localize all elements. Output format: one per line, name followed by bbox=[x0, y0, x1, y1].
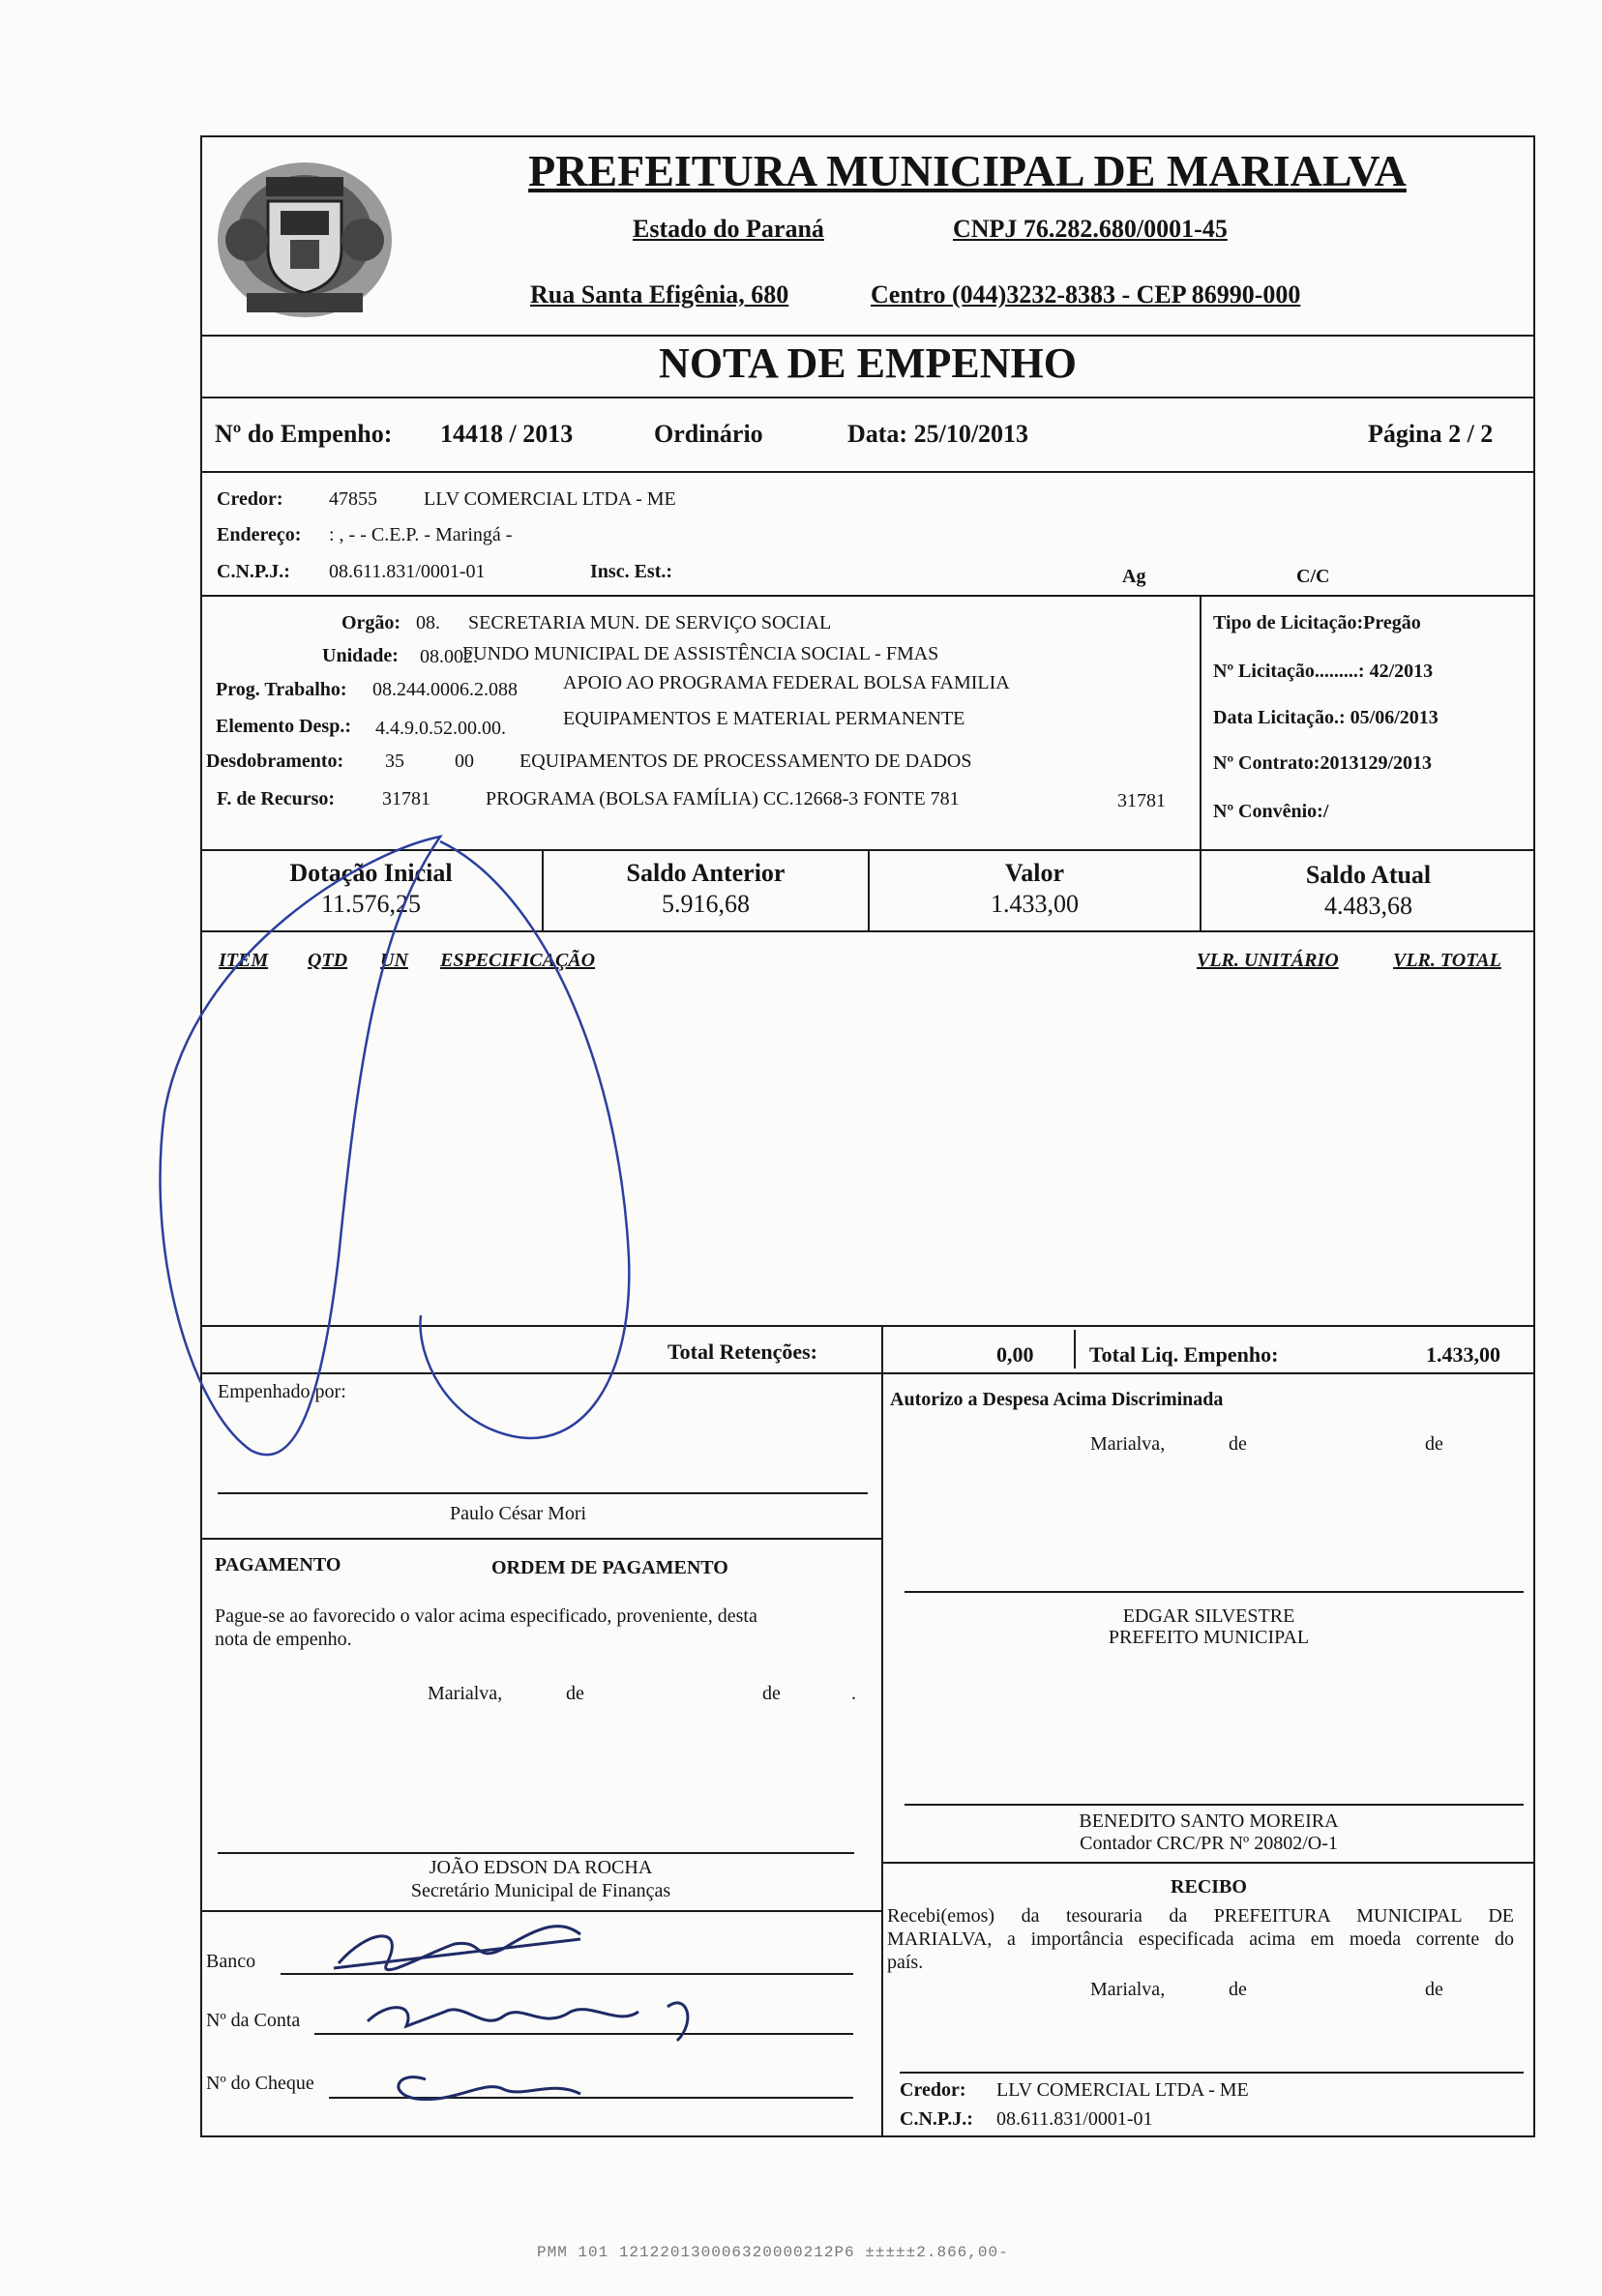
pagamento-text1: Pague-se ao favorecido o valor acima especificado, proveniente, desta bbox=[215, 1605, 757, 1627]
recibo-line2: MARIALVA, a importância especificada acima em moeda corrente do bbox=[887, 1928, 1514, 1950]
credor-address-label: Endereço: bbox=[217, 524, 302, 545]
secretario-name: JOÃO EDSON DA ROCHA bbox=[429, 1857, 653, 1878]
items-header-item: ITEM bbox=[219, 950, 269, 971]
items-header-especificacao: ESPECIFICAÇÃO bbox=[440, 950, 596, 971]
desd-code1: 35 bbox=[385, 751, 404, 772]
saldo-anterior-label: Saldo Anterior bbox=[626, 859, 786, 887]
recibo-credor-label: Credor: bbox=[900, 2079, 966, 2101]
prefeito-name: EDGAR SILVESTRE bbox=[1122, 1605, 1295, 1627]
prefeito-role: PREFEITO MUNICIPAL bbox=[1108, 1627, 1310, 1648]
autorizo-de1: de bbox=[1229, 1433, 1247, 1455]
prog-label: Prog. Trabalho: bbox=[216, 679, 347, 700]
prog-name: APOIO AO PROGRAMA FEDERAL BOLSA FAMILIA bbox=[563, 672, 1010, 693]
header-state: Estado do Paraná bbox=[633, 215, 824, 243]
items-header-vlr-total: VLR. TOTAL bbox=[1393, 950, 1501, 971]
desd-code2: 00 bbox=[455, 751, 474, 772]
unidade-name: FUNDO MUNICIPAL DE ASSISTÊNCIA SOCIAL - FMAS bbox=[462, 643, 939, 664]
total-retencoes-label: Total Retenções: bbox=[668, 1339, 817, 1364]
pagamento-text2: nota de empenho. bbox=[215, 1629, 352, 1650]
pagamento-label: PAGAMENTO bbox=[215, 1554, 341, 1575]
items-header-vlr-unitario: VLR. UNITÁRIO bbox=[1197, 950, 1339, 971]
orgao-label: Orgão: bbox=[341, 612, 401, 633]
recibo-de1: de bbox=[1229, 1979, 1247, 2000]
header-title: PREFEITURA MUNICIPAL DE MARIALVA bbox=[528, 146, 1407, 195]
rec-name: PROGRAMA (BOLSA FAMÍLIA) CC.12668-3 FONTE 781 bbox=[486, 788, 960, 809]
recibo-city: Marialva, bbox=[1090, 1979, 1166, 2000]
saldo-atual-label: Saldo Atual bbox=[1305, 861, 1432, 889]
licitacao-convenio: Nº Convênio:/ bbox=[1213, 801, 1329, 822]
saldo-atual-value: 4.483,68 bbox=[1324, 892, 1412, 920]
orgao-code: 08. bbox=[416, 612, 440, 633]
total-retencoes-value: 0,00 bbox=[996, 1342, 1034, 1367]
empenho-number: 14418 / 2013 bbox=[440, 420, 574, 448]
empenho-page: Página 2 / 2 bbox=[1368, 420, 1494, 448]
banco-label: Banco bbox=[206, 1951, 256, 1972]
empenho-number-label: Nº do Empenho: bbox=[215, 420, 393, 448]
total-liq-label: Total Liq. Empenho: bbox=[1089, 1342, 1279, 1367]
credor-name: LLV COMERCIAL LTDA - ME bbox=[424, 488, 676, 510]
recibo-line3: país. bbox=[887, 1952, 924, 1973]
recibo-line1: Recebi(emos) da tesouraria da PREFEITURA MUNICIPAL DE bbox=[887, 1905, 1514, 1927]
licitacao-tipo: Tipo de Licitação:Pregão bbox=[1213, 612, 1421, 633]
rec-label: F. de Recurso: bbox=[217, 788, 336, 809]
doc-title: NOTA DE EMPENHO bbox=[659, 339, 1077, 387]
header-cnpj: CNPJ 76.282.680/0001-45 bbox=[953, 215, 1228, 243]
recibo-title: RECIBO bbox=[1171, 1876, 1247, 1898]
pagamento-city: Marialva, bbox=[428, 1683, 503, 1704]
prog-code: 08.244.0006.2.088 bbox=[372, 679, 518, 700]
contador-name: BENEDITO SANTO MOREIRA bbox=[1079, 1810, 1339, 1832]
items-header-qtd: QTD bbox=[308, 950, 348, 971]
header-address: Rua Santa Efigênia, 680 bbox=[530, 280, 789, 309]
pagamento-de2: de bbox=[762, 1683, 781, 1704]
valor-label: Valor bbox=[1004, 859, 1065, 887]
licitacao-numero: Nº Licitação.........: 42/2013 bbox=[1213, 661, 1434, 682]
credor-cnpj: 08.611.831/0001-01 bbox=[329, 561, 486, 582]
pagamento-de1: de bbox=[566, 1683, 584, 1704]
pagamento-dot: . bbox=[851, 1683, 856, 1704]
autorizo-city: Marialva, bbox=[1090, 1433, 1166, 1455]
empenhado-label: Empenhado por: bbox=[218, 1381, 346, 1402]
empenho-date: Data: 25/10/2013 bbox=[847, 420, 1029, 448]
elem-name: EQUIPAMENTOS E MATERIAL PERMANENTE bbox=[563, 708, 965, 729]
autorizo-label: Autorizo a Despesa Acima Discriminada bbox=[890, 1389, 1224, 1410]
saldo-dotacao-value: 11.576,25 bbox=[320, 890, 422, 918]
valor-value: 1.433,00 bbox=[991, 890, 1079, 918]
empenhado-signer: Paulo César Mori bbox=[450, 1503, 587, 1524]
secretario-role: Secretário Municipal de Finanças bbox=[410, 1880, 671, 1901]
licitacao-contrato: Nº Contrato:2013129/2013 bbox=[1213, 752, 1433, 774]
ordem-pagamento-label: ORDEM DE PAGAMENTO bbox=[491, 1557, 728, 1578]
desd-label: Desdobramento: bbox=[206, 751, 344, 772]
rec-code: 31781 bbox=[382, 788, 430, 809]
unidade-label: Unidade: bbox=[322, 645, 399, 666]
saldo-anterior-value: 5.916,68 bbox=[662, 890, 750, 918]
licitacao-data: Data Licitação.: 05/06/2013 bbox=[1213, 707, 1439, 728]
credor-cnpj-label: C.N.P.J.: bbox=[217, 561, 290, 582]
conta-label: Nº da Conta bbox=[206, 2010, 301, 2031]
items-header-un: UN bbox=[380, 950, 408, 971]
orgao-name: SECRETARIA MUN. DE SERVIÇO SOCIAL bbox=[468, 612, 832, 633]
total-liq-value: 1.433,00 bbox=[1426, 1342, 1500, 1367]
saldo-dotacao-label: Dotação Inicial bbox=[289, 859, 453, 887]
unidade-code: 08.002. bbox=[420, 646, 478, 667]
elem-code: 4.4.9.0.52.00.00. bbox=[375, 718, 506, 739]
elem-label: Elemento Desp.: bbox=[216, 716, 351, 737]
rec-code2: 31781 bbox=[1117, 790, 1166, 811]
recibo-cnpj-label: C.N.P.J.: bbox=[900, 2108, 973, 2130]
cheque-label: Nº do Cheque bbox=[206, 2073, 314, 2094]
recibo-de2: de bbox=[1425, 1979, 1443, 2000]
credor-insc-label: Insc. Est.: bbox=[590, 561, 673, 582]
empenho-type: Ordinário bbox=[654, 420, 763, 448]
credor-code: 47855 bbox=[329, 488, 377, 510]
processing-stamp: PMM 101 121220130006320000212P6 ±±±±±2.866,00- bbox=[537, 2244, 1009, 2261]
credor-label: Credor: bbox=[217, 488, 283, 510]
credor-cc-label: C/C bbox=[1296, 566, 1330, 587]
autorizo-de2: de bbox=[1425, 1433, 1443, 1455]
recibo-credor: LLV COMERCIAL LTDA - ME bbox=[996, 2079, 1249, 2101]
contador-role: Contador CRC/PR Nº 20802/O-1 bbox=[1080, 1833, 1338, 1854]
recibo-cnpj: 08.611.831/0001-01 bbox=[996, 2108, 1153, 2130]
credor-address: : , - - C.E.P. - Maringá - bbox=[329, 524, 513, 545]
header-district-phone: Centro (044)3232-8383 - CEP 86990-000 bbox=[871, 280, 1301, 309]
credor-ag-label: Ag bbox=[1122, 566, 1146, 587]
desd-name: EQUIPAMENTOS DE PROCESSAMENTO DE DADOS bbox=[519, 751, 972, 772]
